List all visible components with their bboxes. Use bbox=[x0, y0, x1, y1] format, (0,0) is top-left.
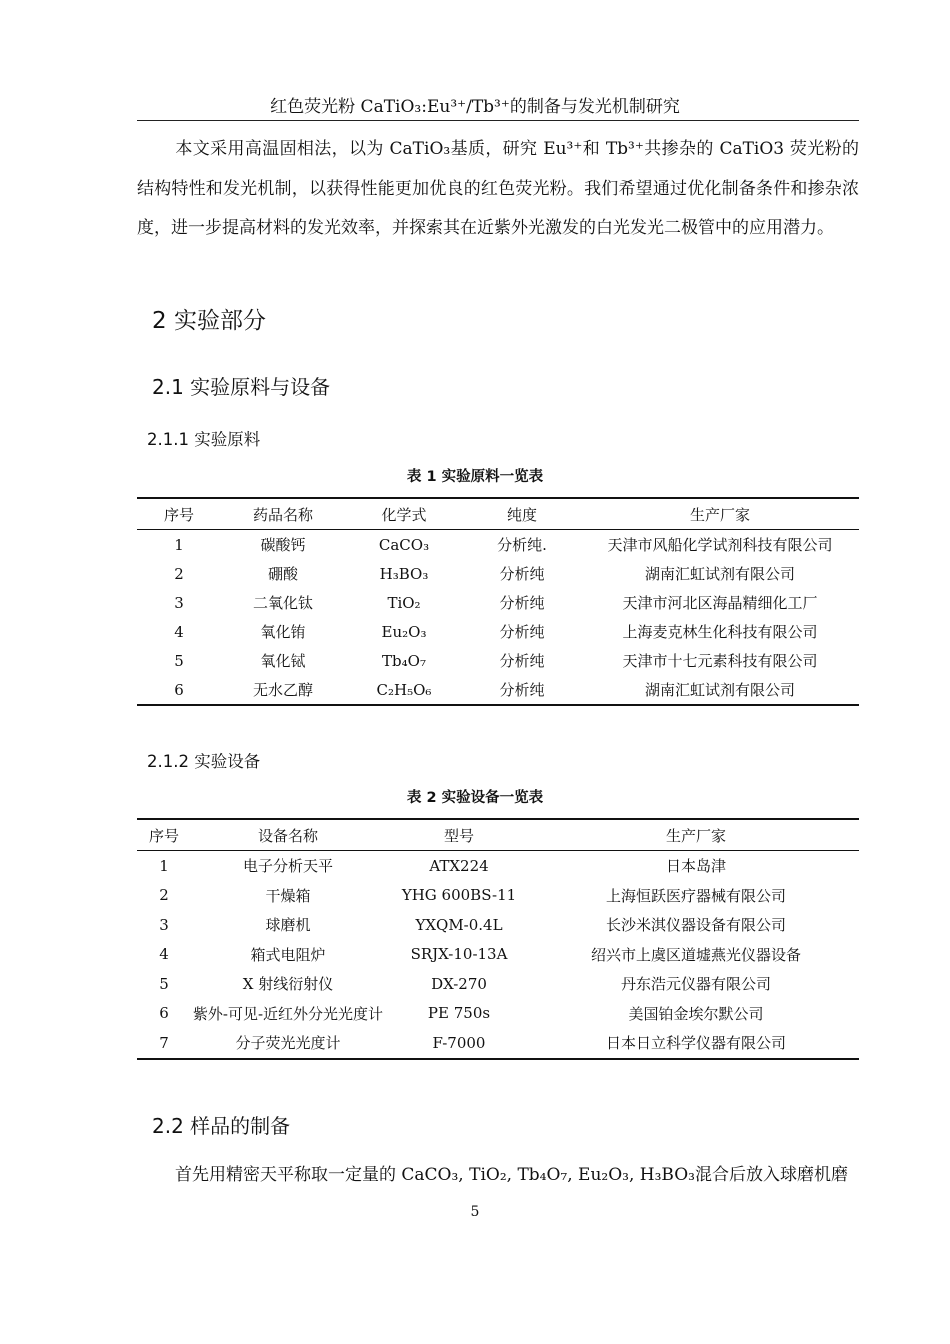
table-cell: 天津市十七元素科技有限公司 bbox=[622, 652, 818, 670]
table-cell: 分析纯. bbox=[497, 536, 547, 554]
table-cell: 5 bbox=[174, 651, 184, 670]
table-row bbox=[137, 617, 859, 646]
table-cell: 硼酸 bbox=[267, 565, 298, 583]
table-cell: YHG 600BS-11 bbox=[401, 886, 517, 905]
table-cell: 2 bbox=[174, 564, 184, 583]
section-heading-2-1-1: 2.1.1 实验原料 bbox=[147, 430, 261, 449]
table-cell: 天津市河北区海晶精细化工厂 bbox=[622, 594, 818, 612]
table-cell: 4 bbox=[174, 622, 184, 641]
table-cell: 氧化铕 bbox=[260, 623, 306, 641]
section-heading-2-1-2: 2.1.2 实验设备 bbox=[147, 752, 261, 771]
table-cell: 上海恒跃医疗器械有限公司 bbox=[605, 886, 786, 905]
table-cell: 箱式电阻炉 bbox=[250, 945, 326, 964]
table-row bbox=[137, 1028, 859, 1059]
table-cell: 美国铂金埃尔默公司 bbox=[628, 1004, 764, 1023]
table-cell: 2 bbox=[159, 886, 169, 905]
table-cell: 分析纯 bbox=[499, 681, 545, 699]
column-header: 药品名称 bbox=[221, 498, 345, 530]
table-row bbox=[137, 559, 859, 588]
table-cell: SRJX-10-13A bbox=[410, 945, 508, 964]
table-cell: TiO₂ bbox=[387, 593, 421, 612]
prep-text: 首先用精密天平称取一定量的 CaCO₃, TiO₂, Tb₄O₇, Eu₂O₃, H₃BO₃混合后放入球磨机磨 bbox=[175, 1165, 848, 1185]
table-cell: 湖南汇虹试剂有限公司 bbox=[644, 565, 795, 583]
table-cell: C₂H₅O₆ bbox=[376, 680, 432, 699]
column-header: 生产厂家 bbox=[533, 819, 859, 851]
table-cell: 分析纯 bbox=[499, 652, 545, 670]
table-row bbox=[137, 675, 859, 705]
table-cell: DX-270 bbox=[431, 974, 487, 993]
table-cell: X 射线衍射仪 bbox=[242, 975, 334, 994]
header-rule bbox=[137, 120, 859, 121]
table-cell: 电子分析天平 bbox=[242, 857, 333, 876]
table-cell: 3 bbox=[159, 915, 169, 934]
table-cell: 6 bbox=[174, 680, 184, 699]
table2-caption: 表 2 实验设备一览表 bbox=[406, 790, 544, 806]
table-cell: 6 bbox=[159, 1004, 169, 1023]
table-cell: 7 bbox=[159, 1033, 169, 1052]
table-row bbox=[137, 881, 859, 911]
table-cell: 日本日立科学仪器有限公司 bbox=[605, 1034, 786, 1053]
section-heading-2: 2 实验部分 bbox=[152, 308, 266, 334]
column-header: 序号 bbox=[137, 498, 221, 530]
table-row bbox=[137, 646, 859, 675]
column-header: 纯度 bbox=[463, 498, 581, 530]
table-cell: 上海麦克林生化科技有限公司 bbox=[622, 623, 818, 641]
running-header: 红色荧光粉 CaTiO₃:Eu³⁺/Tb³⁺的制备与发光机制研究 bbox=[270, 97, 680, 117]
table-row bbox=[137, 940, 859, 970]
table-row bbox=[137, 530, 859, 560]
column-header: 型号 bbox=[385, 819, 533, 851]
table-row bbox=[137, 969, 859, 999]
table-row bbox=[137, 999, 859, 1029]
prep-paragraph bbox=[137, 1156, 859, 1196]
table-cell: 长沙米淇仪器设备有限公司 bbox=[605, 916, 786, 935]
table-cell: 干燥箱 bbox=[265, 886, 311, 905]
table-cell: PE 750s bbox=[427, 1004, 491, 1023]
table-cell: 5 bbox=[159, 974, 169, 993]
table-cell: YXQM-0.4L bbox=[415, 915, 503, 934]
page-number: 5 bbox=[470, 1204, 480, 1220]
table-cell: 分析纯 bbox=[499, 565, 545, 583]
column-header: 序号 bbox=[137, 819, 191, 851]
intro-paragraph bbox=[137, 130, 859, 249]
table-row bbox=[137, 910, 859, 940]
table-cell: F-7000 bbox=[432, 1033, 486, 1052]
section-heading-2-1: 2.1 实验原料与设备 bbox=[152, 375, 331, 399]
table-cell: CaCO₃ bbox=[378, 535, 430, 554]
table-cell: 分子荧光光度计 bbox=[235, 1034, 341, 1053]
table-cell: Tb₄O₇ bbox=[382, 651, 426, 670]
column-header: 化学式 bbox=[345, 498, 463, 530]
table-header-row bbox=[137, 819, 859, 851]
table-cell: 氧化铽 bbox=[260, 652, 306, 670]
table-cell: 紫外-可见-近红外分光光度计 bbox=[192, 1004, 384, 1023]
table-header-row bbox=[137, 498, 859, 530]
table-cell: 日本岛津 bbox=[665, 857, 726, 876]
table-cell: 天津市风船化学试剂科技有限公司 bbox=[607, 536, 833, 554]
table-cell: H₃BO₃ bbox=[379, 564, 429, 583]
table-cell: 绍兴市上虞区道墟燕光仪器设备 bbox=[590, 945, 801, 964]
materials-table bbox=[137, 497, 859, 706]
table1-caption: 表 1 实验原料一览表 bbox=[406, 469, 544, 485]
table-cell: 3 bbox=[174, 593, 184, 612]
table-cell: 1 bbox=[159, 856, 169, 875]
table-row bbox=[137, 851, 859, 881]
table-cell: 二氧化钛 bbox=[252, 594, 313, 612]
column-header: 设备名称 bbox=[191, 819, 385, 851]
section-heading-2-2: 2.2 样品的制备 bbox=[152, 1114, 291, 1138]
table-cell: 无水乙醇 bbox=[252, 681, 313, 699]
table-row bbox=[137, 588, 859, 617]
intro-text: 本文采用高温固相法，以为 CaTiO₃基质，研究 Eu³⁺和 Tb³⁺共掺杂的 CaTiO3 荧光粉的结构特性和发光机制，以获得性能更加优良的红色荧光粉。我们希望通过优化制备条件和掺杂浓度，进一步提高材料的发光效率，并探索其在近紫外光激发的白光发光二极管中的应用潜力。 bbox=[137, 139, 859, 238]
table-cell: Eu₂O₃ bbox=[381, 622, 427, 641]
table-cell: 1 bbox=[174, 535, 184, 554]
table-cell: ATX224 bbox=[429, 856, 489, 875]
column-header: 生产厂家 bbox=[581, 498, 859, 530]
table-cell: 4 bbox=[159, 945, 169, 964]
table-cell: 湖南汇虹试剂有限公司 bbox=[644, 681, 795, 699]
table-cell: 分析纯 bbox=[499, 623, 545, 641]
table-cell: 碳酸钙 bbox=[260, 536, 306, 554]
table-cell: 球磨机 bbox=[265, 916, 311, 935]
table-cell: 丹东浩元仪器有限公司 bbox=[620, 975, 771, 994]
equipment-table bbox=[137, 818, 859, 1060]
table-cell: 分析纯 bbox=[499, 594, 545, 612]
